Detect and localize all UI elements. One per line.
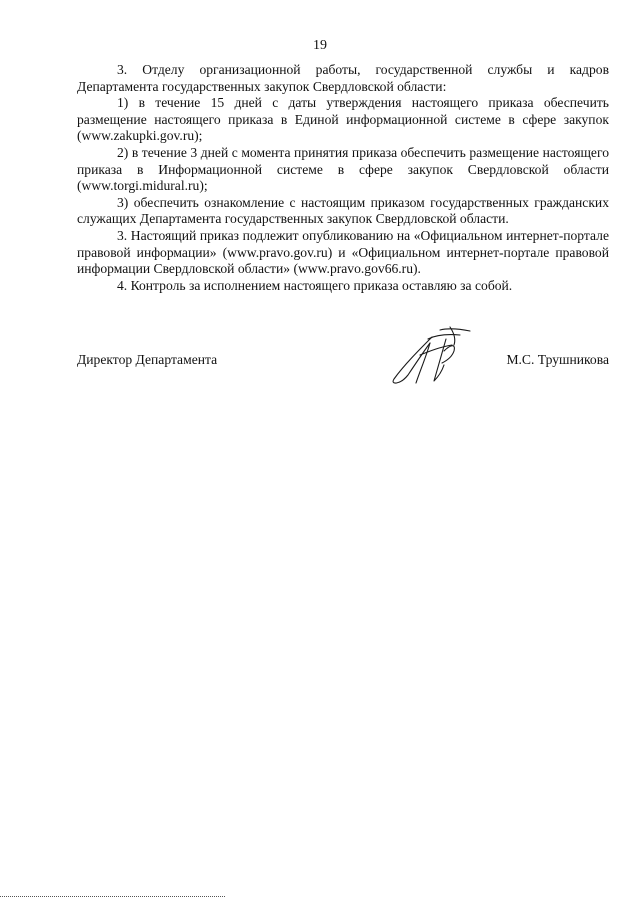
signature-row	[77, 351, 609, 369]
paragraph-item-3: 3. Отделу организационной работы, государственной службы и кадров Департамента государственных закупок Свердловской области:	[77, 62, 609, 94]
document-body	[77, 62, 609, 294]
paragraph-subitem-3: 3) обеспечить ознакомление с настоящим приказом государственных гражданских служащих Департамента государственных закупок Свердловской области.	[77, 194, 609, 227]
paragraph-publication: 3. Настоящий приказ подлежит опубликованию на «Официальном интернет-портале правовой информации» (www.pravo.gov.ru) и «Официальном интернет-портале правовой информации Свердловской области» (www.pravo.gov66.ru).	[77, 227, 609, 277]
paragraph-subitem-1: 1) в течение 15 дней с даты утверждения настоящего приказа обеспечить размещение настоящего приказа в Единой информационной системе в сфере закупок (www.zakupki.gov.ru);	[77, 95, 609, 144]
page-number: 19	[313, 38, 327, 53]
paragraph-control: 4. Контроль за исполнением настоящего приказа оставляю за собой.	[117, 277, 513, 293]
signatory-position: Директор Департамента	[77, 352, 218, 367]
paragraph-subitem-2: 2) в течение 3 дней с момента принятия приказа обеспечить размещение настоящего приказа в Информационной системе в сфере закупок Свердловской области (www.torgi.midural.ru);	[77, 144, 609, 194]
footer-rule	[0, 896, 225, 897]
handwritten-signature	[380, 325, 475, 390]
signatory-name: М.С. Трушникова	[506, 352, 609, 367]
